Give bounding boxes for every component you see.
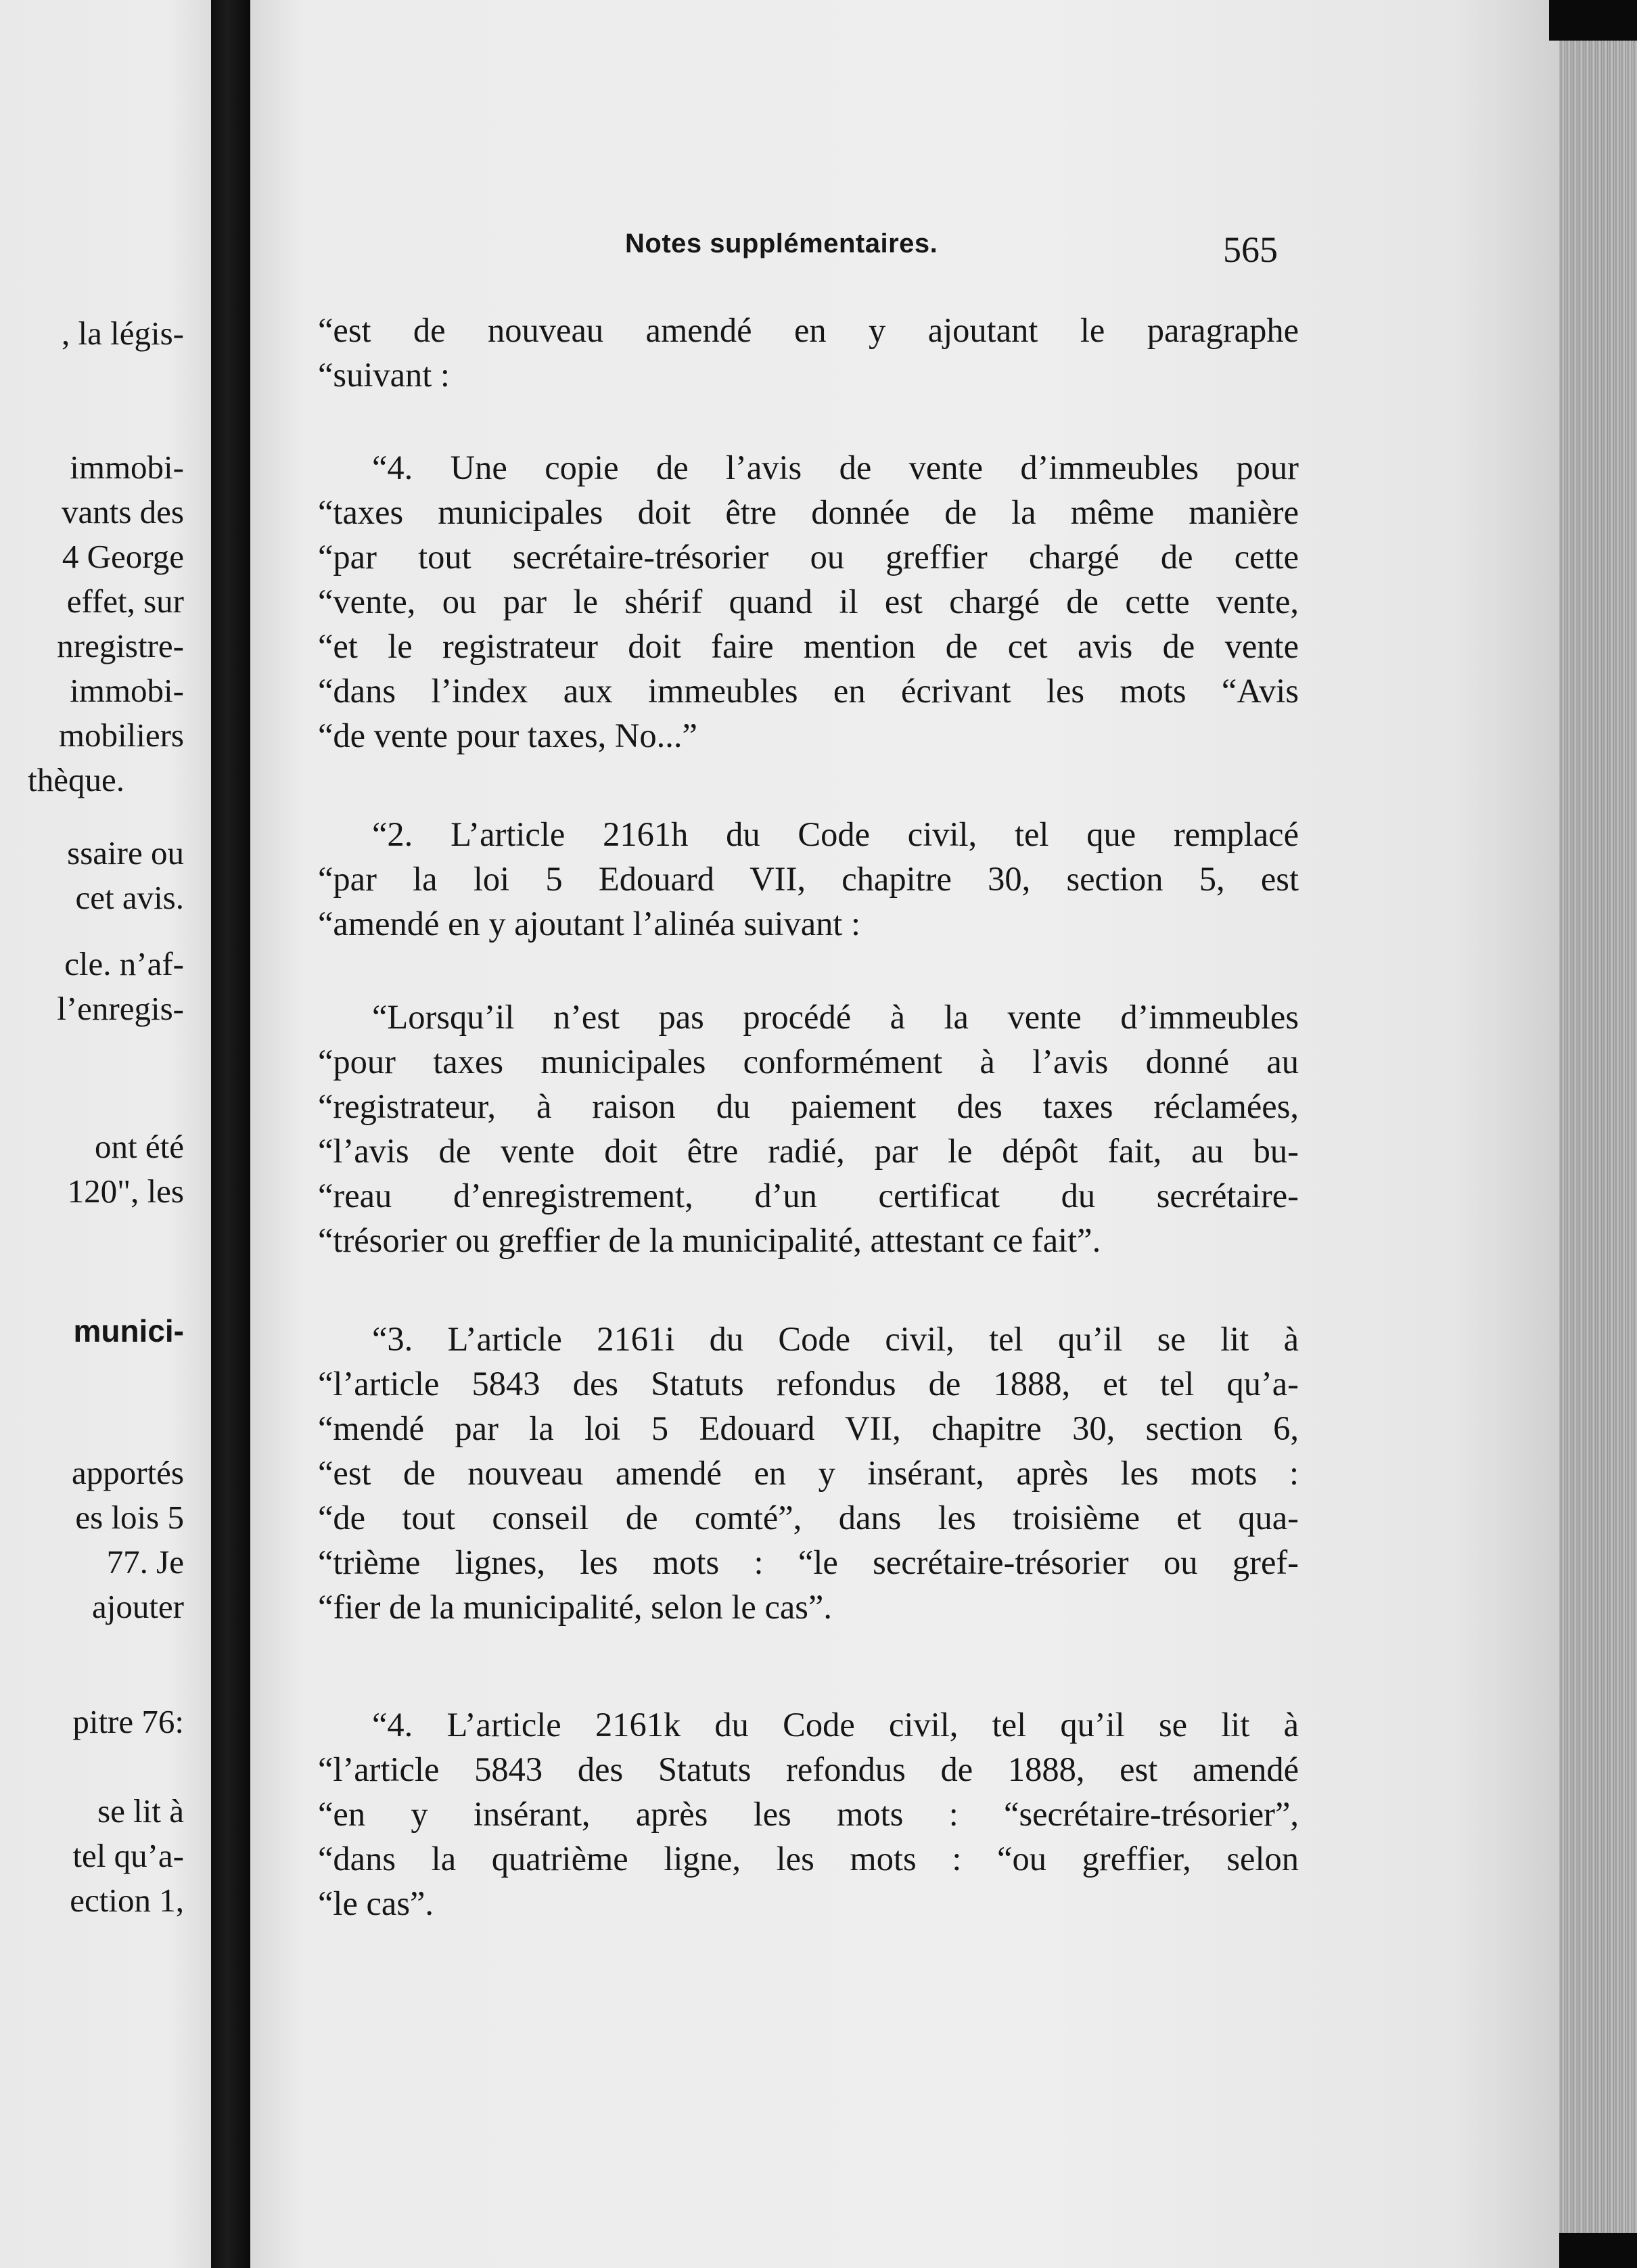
text-line: “taxes municipales doit être donnée de la même manière (318, 493, 1299, 531)
text-line: “trième lignes, les mots : “le secrétaire-trésorier ou gref- (318, 1543, 1299, 1581)
text-line: “reau d’enregistrement, d’un certificat du secrétaire- (318, 1177, 1299, 1215)
text-line: “de tout conseil de comté”, dans les troisième et qua- (318, 1499, 1299, 1537)
left-text-fragment: se lit à (97, 1792, 184, 1830)
left-text-fragment: mobiliers (58, 717, 184, 754)
running-head: Notes supplémentaires. (625, 229, 938, 258)
left-text-fragment: immobi- (70, 449, 184, 486)
left-text-fragment: thèque. (28, 761, 124, 798)
text-line: “mendé par la loi 5 Edouard VII, chapitre 30, section 6, (318, 1409, 1299, 1447)
book-gutter (211, 0, 250, 2268)
left-text-fragment: ssaire ou (67, 834, 184, 871)
text-line: “en y insérant, après les mots : “secrétaire-trésorier”, (318, 1795, 1299, 1833)
text-line: “dans l’index aux immeubles en écrivant les mots “Avis (318, 672, 1299, 710)
left-text-fragment: 120", les (67, 1173, 184, 1210)
left-text-fragment: cet avis. (75, 879, 184, 916)
text-line: “dans la quatrième ligne, les mots : “ou greffier, selon (318, 1840, 1299, 1878)
text-line: “2. L’article 2161h du Code civil, tel que remplacé (372, 815, 1299, 853)
left-text-fragment: munici- (73, 1313, 184, 1348)
text-line: “et le registrateur doit faire mention de cet avis de vente (318, 627, 1299, 665)
text-line: “registrateur, à raison du paiement des taxes réclamées, (318, 1087, 1299, 1125)
text-line: “suivant : (318, 356, 450, 394)
text-line: “le cas”. (318, 1884, 434, 1922)
text-line: “l’avis de vente doit être radié, par le dépôt fait, au bu- (318, 1132, 1299, 1170)
left-text-fragment: ection 1, (70, 1882, 184, 1919)
left-text-fragment: l’enregis- (57, 990, 184, 1027)
left-text-fragment: 77. Je (106, 1543, 184, 1581)
left-text-fragment: immobi- (70, 672, 184, 709)
left-page-fragment (0, 0, 211, 2268)
text-line: “est de nouveau amendé en y ajoutant le paragraphe (318, 311, 1299, 349)
text-line: “3. L’article 2161i du Code civil, tel qu’il se lit à (372, 1320, 1299, 1358)
text-line: “fier de la municipalité, selon le cas”. (318, 1588, 832, 1626)
page-edges (1559, 27, 1637, 2233)
text-line: “est de nouveau amendé en y insérant, après les mots : (318, 1454, 1299, 1492)
left-text-fragment: apportés (72, 1454, 184, 1491)
text-line: “Lorsqu’il n’est pas procédé à la vente d’immeubles (372, 998, 1299, 1036)
text-line: “4. L’article 2161k du Code civil, tel qu’il se lit à (372, 1706, 1299, 1744)
left-text-fragment: nregistre- (57, 627, 184, 664)
text-line: “de vente pour taxes, No...” (318, 717, 697, 754)
text-line: “par la loi 5 Edouard VII, chapitre 30, section 5, est (318, 860, 1299, 898)
left-text-fragment: tel qu’a- (72, 1837, 184, 1874)
edge-shadow (1549, 0, 1637, 41)
text-line: “vente, ou par le shérif quand il est chargé de cette vente, (318, 583, 1299, 620)
text-line: “4. Une copie de l’avis de vente d’immeubles pour (372, 449, 1299, 486)
text-line: “par tout secrétaire-trésorier ou greffier chargé de cette (318, 538, 1299, 576)
text-line: “trésorier ou greffier de la municipalité, attestant ce fait”. (318, 1221, 1101, 1259)
left-text-fragment: 4 George (62, 538, 184, 575)
left-text-fragment: cle. n’af- (64, 945, 184, 982)
page-number: 565 (1223, 229, 1278, 270)
left-text-fragment: ont été (95, 1128, 184, 1165)
text-line: “l’article 5843 des Statuts refondus de 1888, et tel qu’a- (318, 1365, 1299, 1403)
left-text-fragment: es lois 5 (75, 1499, 184, 1536)
text-line: “amendé en y ajoutant l’alinéa suivant : (318, 905, 861, 943)
left-text-fragment: effet, sur (66, 583, 184, 620)
left-text-fragment: , la légis- (62, 315, 184, 352)
left-text-fragment: vants des (62, 493, 184, 530)
text-line: “l’article 5843 des Statuts refondus de 1888, est amendé (318, 1750, 1299, 1788)
left-text-fragment: pitre 76: (72, 1703, 184, 1740)
left-text-fragment: ajouter (91, 1588, 184, 1625)
text-line: “pour taxes municipales conformément à l’avis donné au (318, 1043, 1299, 1081)
